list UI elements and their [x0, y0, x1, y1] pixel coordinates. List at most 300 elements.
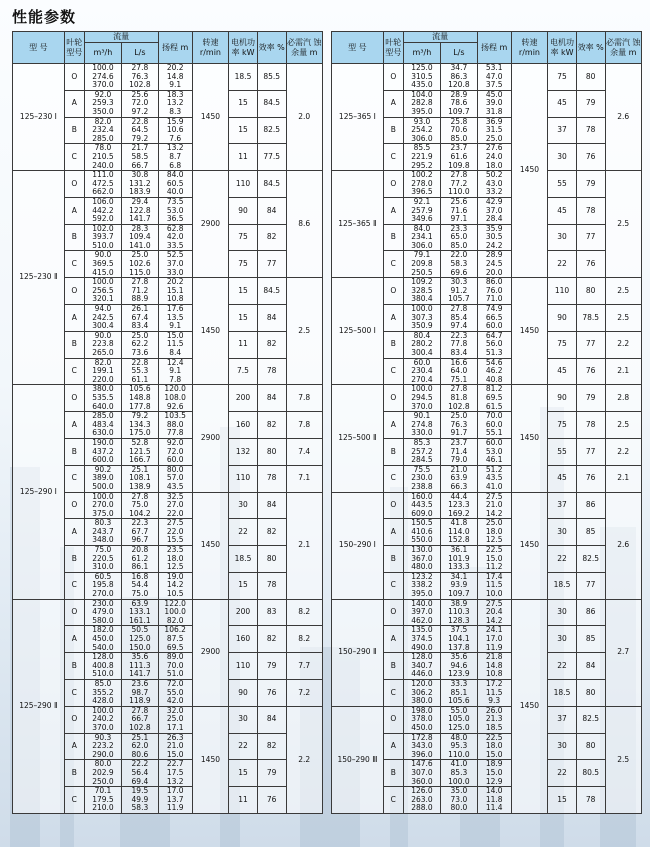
npsh-cell: 2.5: [605, 171, 642, 278]
flow-ls-cell: 22.3 67.7 96.7: [122, 519, 158, 546]
flow-m3h-cell: 85.5 221.9 295.2: [403, 144, 441, 171]
impeller-cell: O: [383, 171, 403, 198]
power-cell: 15: [229, 572, 258, 599]
flow-m3h-cell: 100.0 256.5 320.1: [84, 278, 122, 305]
efficiency-cell: 79: [257, 760, 286, 787]
impeller-cell: O: [64, 385, 84, 412]
flow-ls-cell: 25.0 76.3 91.7: [441, 412, 477, 439]
power-cell: 18.5: [548, 679, 577, 706]
efficiency-cell: 78: [576, 412, 605, 439]
efficiency-cell: 78: [257, 358, 286, 385]
efficiency-cell: 78.5: [576, 305, 605, 332]
flow-m3h-cell: 130.0 367.0 480.0: [403, 546, 441, 573]
impeller-cell: C: [383, 358, 403, 385]
efficiency-cell: 84: [257, 492, 286, 519]
impeller-cell: A: [383, 733, 403, 760]
efficiency-cell: 82: [257, 331, 286, 358]
flow-m3h-cell: 120.0 306.2 380.0: [403, 679, 441, 706]
flow-ls-cell: 25.0 102.6 115.0: [122, 251, 158, 278]
head-cell: 53.1 47.0 37.5: [477, 64, 511, 91]
impeller-cell: A: [64, 733, 84, 760]
power-cell: 110: [548, 278, 577, 305]
flow-ls-cell: 27.8 75.0 104.2: [122, 492, 158, 519]
flow-m3h-cell: 140.0 397.0 462.0: [403, 599, 441, 626]
efficiency-cell: 77: [576, 331, 605, 358]
head-cell: 19.0 14.2 10.5: [158, 572, 192, 599]
head-cell: 17.4 11.5 10.0: [477, 572, 511, 599]
model-cell: 150–290 Ⅲ: [332, 706, 384, 813]
efficiency-cell: 80: [576, 278, 605, 305]
power-cell: 45: [548, 197, 577, 224]
head-cell: 17.0 13.7 11.9: [158, 787, 192, 814]
head-cell: 52.5 37.0 33.0: [158, 251, 192, 278]
power-cell: 30: [548, 599, 577, 626]
flow-ls-cell: 27.8 85.4 97.4: [441, 305, 477, 332]
power-cell: 55: [548, 438, 577, 465]
npsh-cell: 2.8: [605, 385, 642, 412]
impeller-cell: O: [383, 278, 403, 305]
head-cell: 70.0 60.0 55.1: [477, 412, 511, 439]
impeller-cell: C: [383, 679, 403, 706]
header-flow-ls: L/s: [122, 43, 158, 64]
model-cell: 150–290 Ⅱ: [332, 599, 384, 706]
efficiency-cell: 84: [257, 706, 286, 733]
flow-m3h-cell: 80.4 280.2 300.4: [403, 331, 441, 358]
flow-ls-cell: 48.0 95.3 110.0: [441, 733, 477, 760]
power-cell: 11: [229, 144, 258, 171]
impeller-cell: A: [64, 519, 84, 546]
flow-ls-cell: 27.8 77.2 110.0: [441, 171, 477, 198]
power-cell: 110: [229, 465, 258, 492]
speed-cell: 1450: [511, 385, 547, 492]
impeller-cell: A: [383, 412, 403, 439]
npsh-cell: 2.6: [605, 64, 642, 171]
flow-m3h-cell: 93.0 254.2 306.0: [403, 117, 441, 144]
head-cell: 62.8 42.0 33.5: [158, 224, 192, 251]
header-impeller: 叶轮 型号: [64, 32, 84, 64]
impeller-cell: O: [64, 492, 84, 519]
header-power: 电机功 率 kW: [229, 32, 258, 64]
model-cell: 150–290 Ⅰ: [332, 492, 384, 599]
head-cell: 27.6 24.0 18.0: [477, 144, 511, 171]
npsh-cell: 2.7: [605, 599, 642, 706]
power-cell: 110: [229, 653, 258, 680]
npsh-cell: 7.8: [286, 412, 323, 439]
model-cell: 125–290 Ⅱ: [13, 599, 65, 813]
power-cell: 75: [548, 64, 577, 91]
head-cell: 36.9 31.5 25.0: [477, 117, 511, 144]
efficiency-cell: 80: [257, 546, 286, 573]
performance-table-left: [12, 31, 323, 814]
power-cell: 90: [548, 385, 577, 412]
head-cell: 45.0 39.0 31.8: [477, 90, 511, 117]
power-cell: 45: [548, 90, 577, 117]
head-cell: 27.5 22.0 15.5: [158, 519, 192, 546]
flow-ls-cell: 21.7 58.5 66.7: [122, 144, 158, 171]
performance-table-right: [331, 31, 642, 814]
efficiency-cell: 80: [576, 733, 605, 760]
model-cell: 125–290 Ⅰ: [13, 385, 65, 599]
efficiency-cell: 84: [257, 197, 286, 224]
power-cell: 30: [548, 733, 577, 760]
flow-m3h-cell: 100.0 240.2 370.0: [84, 706, 122, 733]
npsh-cell: 7.1: [286, 465, 323, 492]
flow-ls-cell: 16.8 54.4 75.0: [122, 572, 158, 599]
table-row: [332, 64, 642, 91]
table-row: [332, 171, 642, 198]
head-cell: 20.2 15.1 10.8: [158, 278, 192, 305]
flow-m3h-cell: 60.5 195.8 270.0: [84, 572, 122, 599]
flow-m3h-cell: 60.0 230.4 270.4: [403, 358, 441, 385]
header-head: 扬程 m: [158, 32, 192, 64]
header-flow-m3h: m³/h: [403, 43, 441, 64]
efficiency-cell: 84.5: [257, 90, 286, 117]
header-speed: 转速 r/min: [511, 32, 547, 64]
npsh-cell: 8.2: [286, 626, 323, 653]
header-efficiency: 效率 %: [257, 32, 286, 64]
flow-m3h-cell: 198.0 378.0 450.0: [403, 706, 441, 733]
flow-m3h-cell: 135.0 374.5 490.0: [403, 626, 441, 653]
head-cell: 14.0 11.8 11.4: [477, 787, 511, 814]
impeller-cell: O: [383, 492, 403, 519]
impeller-cell: A: [383, 519, 403, 546]
efficiency-cell: 77.5: [257, 144, 286, 171]
head-cell: 106.2 87.5 69.5: [158, 626, 192, 653]
table-row: [332, 599, 642, 626]
flow-m3h-cell: 90.0 369.5 415.0: [84, 251, 122, 278]
head-cell: 73.5 53.0 36.5: [158, 197, 192, 224]
flow-ls-cell: 34.7 86.3 120.8: [441, 64, 477, 91]
flow-m3h-cell: 126.0 263.0 288.0: [403, 787, 441, 814]
impeller-cell: C: [64, 572, 84, 599]
model-cell: 125–500 Ⅱ: [332, 385, 384, 492]
npsh-cell: 2.1: [286, 492, 323, 599]
efficiency-cell: 82: [257, 224, 286, 251]
speed-cell: 2900: [192, 171, 228, 278]
speed-cell: 1450: [192, 64, 228, 171]
flow-m3h-cell: 109.2 328.5 380.4: [403, 278, 441, 305]
impeller-cell: O: [383, 64, 403, 91]
efficiency-cell: 77: [257, 251, 286, 278]
flow-ls-cell: 50.5 125.0 150.0: [122, 626, 158, 653]
power-cell: 75: [548, 412, 577, 439]
header-row: [332, 32, 642, 43]
flow-ls-cell: 44.4 123.3 169.2: [441, 492, 477, 519]
flow-ls-cell: 105.6 148.8 177.8: [122, 385, 158, 412]
flow-m3h-cell: 380.0 535.5 640.0: [84, 385, 122, 412]
head-cell: 28.9 24.5 20.0: [477, 251, 511, 278]
power-cell: 30: [229, 492, 258, 519]
flow-ls-cell: 20.8 61.2 86.1: [122, 546, 158, 573]
impeller-cell: A: [64, 90, 84, 117]
header-npsh: 必需汽 蚀余量 m: [605, 32, 642, 64]
speed-cell: 1450: [511, 599, 547, 813]
power-cell: 90: [229, 679, 258, 706]
head-cell: 50.2 43.0 33.2: [477, 171, 511, 198]
flow-ls-cell: 27.8 71.2 88.9: [122, 278, 158, 305]
efficiency-cell: 78: [576, 117, 605, 144]
impeller-cell: C: [64, 787, 84, 814]
power-cell: 18.5: [229, 64, 258, 91]
flow-ls-cell: 23.7 71.4 79.0: [441, 438, 477, 465]
power-cell: 110: [229, 171, 258, 198]
impeller-cell: C: [64, 144, 84, 171]
efficiency-cell: 83: [257, 599, 286, 626]
head-cell: 12.4 9.1 7.8: [158, 358, 192, 385]
flow-ls-cell: 25.8 70.6 85.0: [441, 117, 477, 144]
table-row: [332, 278, 642, 305]
flow-m3h-cell: 150.5 410.6 550.0: [403, 519, 441, 546]
head-cell: 22.5 18.0 15.0: [477, 733, 511, 760]
npsh-cell: 2.2: [605, 331, 642, 358]
header-efficiency: 效率 %: [576, 32, 605, 64]
efficiency-cell: 84: [257, 305, 286, 332]
efficiency-cell: 80.5: [576, 760, 605, 787]
head-cell: 23.5 18.0 12.5: [158, 546, 192, 573]
flow-m3h-cell: 102.0 393.7 510.0: [84, 224, 122, 251]
flow-m3h-cell: 160.0 443.5 609.0: [403, 492, 441, 519]
flow-m3h-cell: 111.0 472.5 662.0: [84, 171, 122, 198]
power-cell: 15: [229, 90, 258, 117]
impeller-cell: A: [64, 197, 84, 224]
power-cell: 18.5: [548, 572, 577, 599]
power-cell: 22: [548, 251, 577, 278]
header-model: 型 号: [332, 32, 384, 64]
flow-ls-cell: 63.9 133.1 161.1: [122, 599, 158, 626]
power-cell: 11: [229, 787, 258, 814]
power-cell: 22: [229, 519, 258, 546]
table-row: [332, 385, 642, 412]
table-row: [13, 64, 323, 91]
impeller-cell: C: [64, 465, 84, 492]
efficiency-cell: 78: [257, 572, 286, 599]
flow-ls-cell: 38.9 110.3 128.3: [441, 599, 477, 626]
flow-ls-cell: 34.1 93.9 109.7: [441, 572, 477, 599]
flow-m3h-cell: 190.0 437.2 600.0: [84, 438, 122, 465]
power-cell: 75: [229, 224, 258, 251]
efficiency-cell: 84.5: [257, 171, 286, 198]
head-cell: 74.9 66.5 60.0: [477, 305, 511, 332]
npsh-cell: 2.5: [605, 305, 642, 332]
header-head: 扬程 m: [477, 32, 511, 64]
flow-ls-cell: 30.3 91.2 105.7: [441, 278, 477, 305]
speed-cell: 2900: [192, 599, 228, 706]
flow-ls-cell: 27.8 81.8 102.8: [441, 385, 477, 412]
efficiency-cell: 76: [576, 358, 605, 385]
flow-ls-cell: 29.4 122.8 141.7: [122, 197, 158, 224]
flow-ls-cell: 26.1 67.4 83.4: [122, 305, 158, 332]
flow-ls-cell: 35.6 111.3 141.7: [122, 653, 158, 680]
table-row: [13, 171, 323, 198]
flow-m3h-cell: 70.1 179.5 210.0: [84, 787, 122, 814]
impeller-cell: O: [383, 599, 403, 626]
efficiency-cell: 82: [257, 519, 286, 546]
impeller-cell: C: [383, 251, 403, 278]
power-cell: 22: [229, 733, 258, 760]
impeller-cell: A: [383, 305, 403, 332]
flow-m3h-cell: 106.0 442.2 592.0: [84, 197, 122, 224]
header-impeller: 叶轮 型号: [383, 32, 403, 64]
efficiency-cell: 76: [576, 251, 605, 278]
npsh-cell: 2.0: [286, 64, 323, 171]
speed-cell: 1450: [511, 492, 547, 599]
efficiency-cell: 82: [257, 733, 286, 760]
power-cell: 37: [548, 706, 577, 733]
head-cell: 24.1 17.0 11.9: [477, 626, 511, 653]
head-cell: 17.2 11.5 9.3: [477, 679, 511, 706]
power-cell: 15: [548, 787, 577, 814]
flow-ls-cell: 16.6 64.0 75.1: [441, 358, 477, 385]
impeller-cell: A: [383, 197, 403, 224]
flow-m3h-cell: 100.2 278.0 396.5: [403, 171, 441, 198]
flow-m3h-cell: 80.0 202.9 250.0: [84, 760, 122, 787]
power-cell: 22: [548, 653, 577, 680]
head-cell: 81.2 69.5 61.5: [477, 385, 511, 412]
impeller-cell: C: [383, 465, 403, 492]
flow-m3h-cell: 104.0 282.8 395.0: [403, 90, 441, 117]
head-cell: 26.3 21.0 15.0: [158, 733, 192, 760]
flow-ls-cell: 25.0 62.2 73.6: [122, 331, 158, 358]
flow-m3h-cell: 82.0 232.4 285.0: [84, 117, 122, 144]
head-cell: 27.5 20.4 14.2: [477, 599, 511, 626]
power-cell: 30: [548, 626, 577, 653]
efficiency-cell: 79: [257, 653, 286, 680]
impeller-cell: B: [64, 117, 84, 144]
speed-cell: 1450: [511, 64, 547, 278]
header-flow: 流量: [403, 32, 477, 43]
power-cell: 37: [548, 117, 577, 144]
efficiency-cell: 86: [576, 599, 605, 626]
impeller-cell: B: [64, 653, 84, 680]
head-cell: 51.2 43.5 41.0: [477, 465, 511, 492]
npsh-cell: 2.5: [605, 278, 642, 305]
efficiency-cell: 77: [576, 438, 605, 465]
power-cell: 30: [229, 706, 258, 733]
flow-m3h-cell: 123.2 338.2 395.0: [403, 572, 441, 599]
efficiency-cell: 77: [576, 224, 605, 251]
page-title: 性能参数: [12, 8, 77, 26]
flow-ls-cell: 22.3 77.8 83.4: [441, 331, 477, 358]
model-cell: 125–500 Ⅰ: [332, 278, 384, 385]
power-cell: 30: [548, 224, 577, 251]
efficiency-cell: 78: [576, 197, 605, 224]
npsh-cell: 2.6: [605, 492, 642, 599]
head-cell: 18.3 13.2 8.3: [158, 90, 192, 117]
head-cell: 20.2 14.8 9.1: [158, 64, 192, 91]
efficiency-cell: 85.5: [257, 64, 286, 91]
header-row: [13, 32, 323, 43]
flow-m3h-cell: 100.0 294.5 370.0: [403, 385, 441, 412]
npsh-cell: 7.4: [286, 438, 323, 465]
npsh-cell: 7.8: [286, 385, 323, 412]
power-cell: 132: [229, 438, 258, 465]
flow-m3h-cell: 128.0 400.8 510.0: [84, 653, 122, 680]
flow-ls-cell: 25.1 108.1 138.9: [122, 465, 158, 492]
power-cell: 11: [229, 331, 258, 358]
efficiency-cell: 84.5: [257, 278, 286, 305]
head-cell: 80.0 57.0 43.5: [158, 465, 192, 492]
head-cell: 42.9 37.0 28.4: [477, 197, 511, 224]
header-model: 型 号: [13, 32, 65, 64]
flow-ls-cell: 21.0 63.9 66.3: [441, 465, 477, 492]
power-cell: 37: [548, 492, 577, 519]
flow-ls-cell: 23.6 98.7 118.9: [122, 679, 158, 706]
impeller-cell: B: [383, 331, 403, 358]
head-cell: 15.9 10.6 7.6: [158, 117, 192, 144]
flow-ls-cell: 30.8 131.2 183.9: [122, 171, 158, 198]
impeller-cell: B: [383, 546, 403, 573]
power-cell: 45: [548, 358, 577, 385]
flow-ls-cell: 55.0 105.0 125.0: [441, 706, 477, 733]
power-cell: 160: [229, 412, 258, 439]
power-cell: 30: [548, 519, 577, 546]
impeller-cell: C: [64, 679, 84, 706]
impeller-cell: O: [383, 385, 403, 412]
power-cell: 200: [229, 385, 258, 412]
flow-m3h-cell: 78.0 210.5 240.0: [84, 144, 122, 171]
flow-m3h-cell: 84.0 234.1 306.0: [403, 224, 441, 251]
npsh-cell: 8.2: [286, 599, 323, 626]
impeller-cell: B: [383, 760, 403, 787]
npsh-cell: 2.5: [605, 706, 642, 813]
flow-ls-cell: 28.3 109.4 141.0: [122, 224, 158, 251]
speed-cell: 1450: [192, 492, 228, 599]
header-power: 电机功 率 kW: [548, 32, 577, 64]
flow-m3h-cell: 172.8 343.0 396.0: [403, 733, 441, 760]
flow-ls-cell: 25.6 72.0 97.2: [122, 90, 158, 117]
impeller-cell: A: [64, 412, 84, 439]
table-row: [13, 599, 323, 626]
flow-m3h-cell: 90.1 274.8 330.0: [403, 412, 441, 439]
model-cell: 125–230 Ⅰ: [13, 64, 65, 171]
power-cell: 90: [548, 305, 577, 332]
impeller-cell: B: [383, 438, 403, 465]
efficiency-cell: 84: [257, 385, 286, 412]
impeller-cell: B: [383, 224, 403, 251]
head-cell: 21.8 14.8 10.8: [477, 653, 511, 680]
flow-ls-cell: 23.7 61.6 109.8: [441, 144, 477, 171]
head-cell: 89.0 70.0 51.0: [158, 653, 192, 680]
efficiency-cell: 79: [576, 385, 605, 412]
model-cell: 125–365 Ⅰ: [332, 64, 384, 171]
impeller-cell: B: [64, 224, 84, 251]
flow-ls-cell: 35.0 73.0 80.0: [441, 787, 477, 814]
efficiency-cell: 82.5: [257, 117, 286, 144]
flow-m3h-cell: 90.0 223.8 265.0: [84, 331, 122, 358]
head-cell: 22.7 17.5 13.2: [158, 760, 192, 787]
impeller-cell: B: [64, 331, 84, 358]
model-cell: 125–365 Ⅱ: [332, 171, 384, 278]
flow-ls-cell: 22.8 55.3 61.1: [122, 358, 158, 385]
header-speed: 转速 r/min: [192, 32, 228, 64]
speed-cell: 1450: [511, 278, 547, 385]
flow-m3h-cell: 90.2 389.0 500.0: [84, 465, 122, 492]
efficiency-cell: 82.5: [576, 546, 605, 573]
flow-m3h-cell: 92.1 257.9 349.6: [403, 197, 441, 224]
head-cell: 64.7 56.0 51.3: [477, 331, 511, 358]
npsh-cell: 2.5: [286, 278, 323, 385]
head-cell: 17.6 13.5 9.1: [158, 305, 192, 332]
flow-m3h-cell: 128.0 340.7 446.0: [403, 653, 441, 680]
head-cell: 60.0 53.0 46.1: [477, 438, 511, 465]
flow-ls-cell: 37.5 104.1 137.8: [441, 626, 477, 653]
npsh-cell: 2.2: [286, 706, 323, 813]
model-cell: 125–230 Ⅱ: [13, 171, 65, 385]
efficiency-cell: 82: [257, 626, 286, 653]
head-cell: 18.9 15.0 12.9: [477, 760, 511, 787]
head-cell: 32.5 27.0 22.0: [158, 492, 192, 519]
impeller-cell: B: [64, 760, 84, 787]
